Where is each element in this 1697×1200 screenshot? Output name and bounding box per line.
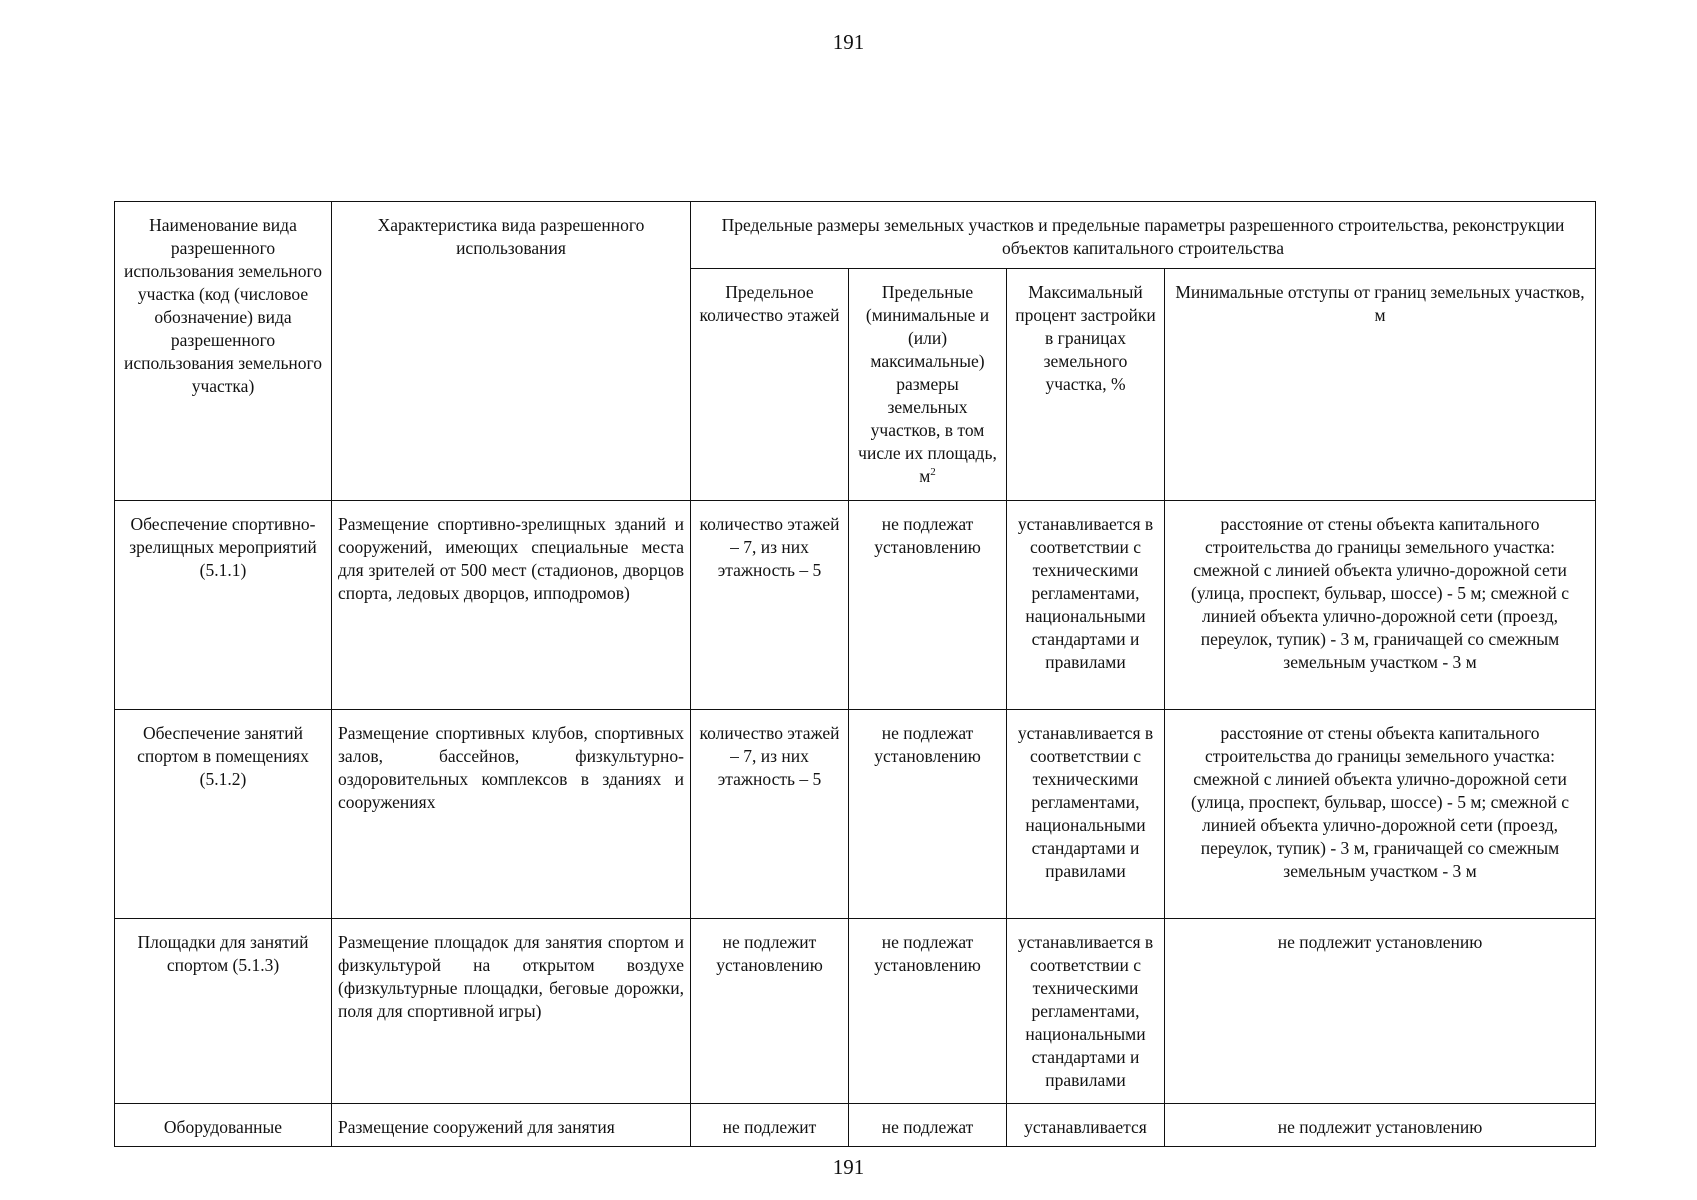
row-floors-cell: количество этажей – 7, из них этажность – 5: [691, 710, 849, 919]
header-size-text: Предельные (минимальные и (или) максимальные) размеры земельных участков, в том числе их площадь, м: [858, 282, 997, 486]
row-size-cell: не подлежат: [849, 1104, 1007, 1147]
row-description-cell: Размещение спортивных клубов, спортивных залов, бассейнов, физкультурно-оздоровительных комплексов в зданиях и сооружениях: [332, 710, 691, 919]
header-description-cell: Характеристика вида разрешенного использования: [332, 202, 691, 501]
header-floors-cell: Предельное количество этажей: [691, 269, 849, 501]
row-floors-cell: не подлежит установлению: [691, 919, 849, 1104]
table-row: [115, 919, 1596, 1104]
header-setback-cell: Минимальные отступы от границ земельных участков, м: [1165, 269, 1596, 501]
row-size-cell: не подлежат установлению: [849, 710, 1007, 919]
table-row: [115, 501, 1596, 710]
row-description-cell: Размещение сооружений для занятия: [332, 1104, 691, 1147]
row-size-cell: не подлежат установлению: [849, 919, 1007, 1104]
row-name-cell: Оборудованные: [115, 1104, 332, 1147]
row-description-cell: Размещение площадок для занятия спортом и физкультурой на открытом воздухе (физкультурные площадки, беговые дорожки, поля для спортивной игры): [332, 919, 691, 1104]
row-size-cell: не подлежат установлению: [849, 501, 1007, 710]
table-row: [115, 710, 1596, 919]
header-row-1: [115, 202, 1596, 269]
row-setback-cell: расстояние от стены объекта капитального строительства до границы земельного участка: смежной с линией объекта улично-дорожной сети (улица, проспект, бульвар, шоссе) - 5 м; смежной с линией объекта улично-дорожной сети (проезд, переулок, тупик) - 3 м, граничащей со смежным земельным участком - 3 м: [1165, 710, 1596, 919]
header-name-cell: Наименование вида разрешенного использования земельного участка (код (числовое обозначение) вида разрешенного использования земельного участка): [115, 202, 332, 501]
row-floors-cell: количество этажей – 7, из них этажность – 5: [691, 501, 849, 710]
row-name-cell: Обеспечение занятий спортом в помещениях (5.1.2): [115, 710, 332, 919]
row-percent-cell: устанавливается в соответствии с техническими регламентами, национальными стандартами и правилами: [1007, 710, 1165, 919]
table-row: [115, 1104, 1596, 1147]
row-setback-cell: не подлежит установлению: [1165, 919, 1596, 1104]
header-size-superscript: 2: [930, 466, 936, 479]
page-number-bottom: 191: [832, 1155, 865, 1179]
row-percent-cell: устанавливается: [1007, 1104, 1165, 1147]
header-percent-cell: Максимальный процент застройки в границах земельного участка, %: [1007, 269, 1165, 501]
row-percent-cell: устанавливается в соответствии с техническими регламентами, национальными стандартами и правилами: [1007, 919, 1165, 1104]
row-floors-cell: не подлежит: [691, 1104, 849, 1147]
header-group-cell: Предельные размеры земельных участков и предельные параметры разрешенного строительства, реконструкции объектов капитального строительства: [691, 202, 1596, 269]
page-number-top: 191: [832, 30, 865, 54]
header-size-cell: [849, 269, 1007, 501]
row-setback-cell: расстояние от стены объекта капитального строительства до границы земельного участка: смежной с линией объекта улично-дорожной сети (улица, проспект, бульвар, шоссе) - 5 м; смежной с линией объекта улично-дорожной сети (проезд, переулок, тупик) - 3 м, граничащей со смежным земельным участком - 3 м: [1165, 501, 1596, 710]
row-setback-cell: не подлежит установлению: [1165, 1104, 1596, 1147]
regulations-table: [114, 201, 1596, 1147]
row-name-cell: Обеспечение спортивно-зрелищных мероприятий (5.1.1): [115, 501, 332, 710]
row-description-cell: Размещение спортивно-зрелищных зданий и сооружений, имеющих специальные места для зрителей от 500 мест (стадионов, дворцов спорта, ледовых дворцов, ипподромов): [332, 501, 691, 710]
row-name-cell: Площадки для занятий спортом (5.1.3): [115, 919, 332, 1104]
row-percent-cell: устанавливается в соответствии с техническими регламентами, национальными стандартами и правилами: [1007, 501, 1165, 710]
